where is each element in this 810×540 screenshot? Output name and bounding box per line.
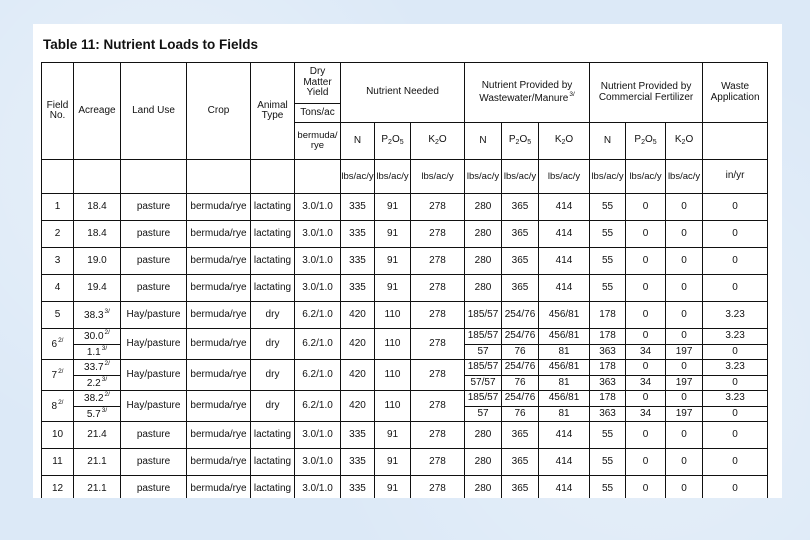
- cell-ww-k2o: 414: [539, 221, 590, 248]
- unit-cf-n: lbs/ac/y: [590, 160, 626, 194]
- k-subscript: 2: [561, 139, 566, 147]
- cell-acreage: [74, 360, 121, 376]
- cell-ww-k2o: 456/81: [539, 360, 590, 376]
- header-provided-commercial: Nutrient Provided by Commercial Fertilizer: [590, 63, 703, 123]
- cell-ww-k2o: 414: [539, 476, 590, 499]
- cell-land-use: pasture: [121, 422, 187, 449]
- cell-yield: 3.0/1.0: [295, 422, 341, 449]
- cell-cf-n: 55: [590, 476, 626, 499]
- cell-ww-n: 280: [465, 248, 502, 275]
- header-waste-application: Waste Application: [703, 63, 768, 123]
- cell-need-p2o5: 91: [375, 275, 411, 302]
- cell-land-use: Hay/pasture: [121, 360, 187, 391]
- cell-yield: 3.0/1.0: [295, 194, 341, 221]
- cell-ww-n: 185/57: [465, 391, 502, 407]
- header-animal-type: Animal Type: [251, 63, 295, 160]
- cell-field-no-value: 6: [51, 338, 58, 350]
- header-cf-n: N: [590, 123, 626, 160]
- table-row: [42, 194, 768, 221]
- cell-acreage-value: 33.7: [84, 362, 104, 373]
- cell-animal-type: lactating: [251, 422, 295, 449]
- footnote-marker: 2/: [58, 398, 64, 406]
- cell-cf-n: 178: [590, 329, 626, 345]
- cell-cf-k2o: 0: [666, 476, 703, 499]
- cell-need-n: 420: [341, 391, 375, 422]
- cell-ww-n: 280: [465, 422, 502, 449]
- cell-acreage: 18.4: [74, 221, 121, 248]
- cell-ww-k2o: 456/81: [539, 329, 590, 345]
- unit-ww-k: lbs/ac/y: [539, 160, 590, 194]
- cell-waste-application: 3.23: [703, 391, 768, 407]
- cell-cf-p2o5: 0: [626, 476, 666, 499]
- header-crop: Crop: [187, 63, 251, 160]
- cell-crop: bermuda/rye: [187, 476, 251, 499]
- cell-waste-application: 0: [703, 248, 768, 275]
- cell-waste-application: 0: [703, 275, 768, 302]
- cell-animal-type: lactating: [251, 248, 295, 275]
- table-row: [42, 221, 768, 248]
- cell-crop: bermuda/rye: [187, 302, 251, 329]
- cell-waste-application: 0: [703, 422, 768, 449]
- cell-crop: bermuda/rye: [187, 221, 251, 248]
- header-dry-matter-yield: Dry Matter Yield: [295, 63, 341, 104]
- cell-cf-p2o5: 0: [626, 248, 666, 275]
- header-need-n: N: [341, 123, 375, 160]
- header-ww-p2o5: [502, 123, 539, 160]
- cell-cf-k2o: 197: [666, 344, 703, 360]
- unit-ww-p: lbs/ac/y: [502, 160, 539, 194]
- cell-animal-type: lactating: [251, 221, 295, 248]
- cell-land-use: Hay/pasture: [121, 391, 187, 422]
- header-row-units: [42, 160, 768, 194]
- cell-yield: 6.2/1.0: [295, 302, 341, 329]
- cell-animal-type: lactating: [251, 449, 295, 476]
- table-row: [42, 476, 768, 499]
- cell-land-use: pasture: [121, 449, 187, 476]
- header-nutrient-needed: Nutrient Needed: [341, 63, 465, 123]
- cell-need-k2o: 278: [411, 275, 465, 302]
- cell-need-k2o: 278: [411, 422, 465, 449]
- cell-need-n: 420: [341, 360, 375, 391]
- cell-cf-n: 363: [590, 406, 626, 422]
- cell-cf-p2o5: 0: [626, 194, 666, 221]
- cell-ww-p2o5: 76: [502, 375, 539, 391]
- cell-waste-application: 0: [703, 406, 768, 422]
- cell-animal-type: dry: [251, 329, 295, 360]
- cell-need-n: 335: [341, 275, 375, 302]
- cell-acreage: [74, 375, 121, 391]
- header-waste-blank: [703, 123, 768, 160]
- cell-field-no: [42, 360, 74, 391]
- footnote-marker: 3/: [104, 307, 110, 315]
- k-letter: K: [554, 134, 562, 146]
- unit-blank: [42, 160, 74, 194]
- cell-cf-k2o: 0: [666, 275, 703, 302]
- cell-crop: bermuda/rye: [187, 422, 251, 449]
- cell-ww-k2o: 81: [539, 406, 590, 422]
- cell-cf-p2o5: 0: [626, 275, 666, 302]
- header-provided-wastewater: [465, 63, 590, 123]
- cell-ww-p2o5: 254/76: [502, 360, 539, 376]
- cell-ww-p2o5: 365: [502, 194, 539, 221]
- cell-need-p2o5: 91: [375, 476, 411, 499]
- cell-ww-k2o: 414: [539, 449, 590, 476]
- cell-crop: bermuda/rye: [187, 194, 251, 221]
- cell-yield: 6.2/1.0: [295, 360, 341, 391]
- cell-land-use: pasture: [121, 248, 187, 275]
- cell-cf-k2o: 0: [666, 449, 703, 476]
- cell-land-use: pasture: [121, 194, 187, 221]
- cell-ww-n: 280: [465, 476, 502, 499]
- cell-ww-p2o5: 365: [502, 476, 539, 499]
- cell-need-k2o: 278: [411, 329, 465, 360]
- cell-waste-application: 3.23: [703, 360, 768, 376]
- header-cf-p2o5: [626, 123, 666, 160]
- cell-need-p2o5: 110: [375, 302, 411, 329]
- cell-need-p2o5: 110: [375, 329, 411, 360]
- cell-cf-k2o: 197: [666, 406, 703, 422]
- k-subscript: 2: [434, 139, 439, 147]
- cell-yield: 3.0/1.0: [295, 248, 341, 275]
- cell-animal-type: dry: [251, 302, 295, 329]
- cell-crop: bermuda/rye: [187, 449, 251, 476]
- cell-ww-p2o5: 365: [502, 275, 539, 302]
- cell-ww-p2o5: 254/76: [502, 391, 539, 407]
- footnote-marker: 2/: [58, 367, 64, 375]
- document-sheet: [33, 24, 782, 498]
- cell-acreage-value: 1.1: [86, 346, 101, 358]
- header-acreage: Acreage: [74, 63, 121, 160]
- cell-acreage-value: 38.3: [84, 309, 104, 321]
- cell-ww-k2o: 81: [539, 375, 590, 391]
- k-letter: K: [674, 134, 682, 146]
- table-row: [42, 422, 768, 449]
- cell-cf-n: 178: [590, 391, 626, 407]
- cell-animal-type: lactating: [251, 476, 295, 499]
- cell-ww-n: 185/57: [465, 360, 502, 376]
- cell-land-use: pasture: [121, 476, 187, 499]
- header-provided-wastewater-text: Nutrient Provided by Wastewater/Manure: [479, 80, 573, 104]
- cell-need-n: 335: [341, 476, 375, 499]
- cell-need-n: 335: [341, 194, 375, 221]
- cell-ww-n: 57/57: [465, 375, 502, 391]
- cell-need-k2o: 278: [411, 194, 465, 221]
- header-need-p2o5: [375, 123, 411, 160]
- cell-ww-n: 280: [465, 449, 502, 476]
- p-subscript: 2: [388, 139, 392, 147]
- cell-ww-p2o5: 365: [502, 449, 539, 476]
- cell-animal-type: dry: [251, 360, 295, 391]
- unit-blank: [251, 160, 295, 194]
- o-letter: O: [438, 134, 447, 146]
- cell-cf-p2o5: 0: [626, 449, 666, 476]
- cell-yield: 3.0/1.0: [295, 449, 341, 476]
- cell-ww-k2o: 414: [539, 422, 590, 449]
- cell-acreage: 18.4: [74, 194, 121, 221]
- cell-acreage: 19.0: [74, 248, 121, 275]
- cell-cf-k2o: 0: [666, 329, 703, 345]
- cell-need-p2o5: 91: [375, 194, 411, 221]
- cell-animal-type: dry: [251, 391, 295, 422]
- cell-ww-p2o5: 365: [502, 248, 539, 275]
- cell-need-p2o5: 110: [375, 360, 411, 391]
- cell-cf-p2o5: 0: [626, 221, 666, 248]
- cell-cf-n: 55: [590, 422, 626, 449]
- cell-cf-k2o: 0: [666, 422, 703, 449]
- cell-field-no: 10: [42, 422, 74, 449]
- cell-acreage-value: 38.2: [84, 393, 104, 404]
- o-subscript: 5: [527, 139, 532, 147]
- cell-need-k2o: 278: [411, 391, 465, 422]
- nutrient-loads-table: [41, 62, 768, 498]
- cell-waste-application: 0: [703, 476, 768, 499]
- unit-blank: [74, 160, 121, 194]
- cell-ww-n: 185/57: [465, 329, 502, 345]
- header-tons-unit: bermuda/ rye: [295, 123, 341, 160]
- cell-crop: bermuda/rye: [187, 329, 251, 360]
- cell-cf-n: 178: [590, 360, 626, 376]
- cell-cf-p2o5: 34: [626, 344, 666, 360]
- cell-field-no: 5: [42, 302, 74, 329]
- table-row: [42, 302, 768, 329]
- cell-ww-k2o: 414: [539, 194, 590, 221]
- footnote-marker: 3/: [101, 344, 108, 352]
- cell-land-use: pasture: [121, 275, 187, 302]
- cell-field-no-value: 8: [51, 400, 58, 412]
- p-letter: P: [381, 134, 389, 146]
- cell-crop: bermuda/rye: [187, 275, 251, 302]
- cell-cf-k2o: 0: [666, 391, 703, 407]
- cell-acreage: 21.1: [74, 476, 121, 499]
- unit-cf-p: lbs/ac/y: [626, 160, 666, 194]
- cell-need-k2o: 278: [411, 449, 465, 476]
- cell-ww-p2o5: 365: [502, 221, 539, 248]
- p-subscript: 2: [515, 139, 520, 147]
- cell-need-n: 420: [341, 329, 375, 360]
- p-subscript: 2: [641, 139, 645, 147]
- header-field-no: Field No.: [42, 63, 74, 160]
- cell-acreage-value: 5.7: [86, 408, 101, 420]
- cell-waste-application: 0: [703, 344, 768, 360]
- table-row: [42, 248, 768, 275]
- cell-crop: bermuda/rye: [187, 248, 251, 275]
- header-ww-n: N: [465, 123, 502, 160]
- cell-ww-n: 280: [465, 221, 502, 248]
- cell-waste-application: 0: [703, 449, 768, 476]
- footnote-marker: 2/: [104, 360, 110, 367]
- cell-cf-n: 55: [590, 449, 626, 476]
- cell-acreage: [74, 329, 121, 345]
- unit-blank: [121, 160, 187, 194]
- cell-field-no: 11: [42, 449, 74, 476]
- cell-cf-n: 55: [590, 248, 626, 275]
- cell-need-n: 335: [341, 449, 375, 476]
- cell-cf-n: 363: [590, 344, 626, 360]
- cell-field-no: 4: [42, 275, 74, 302]
- cell-ww-n: 280: [465, 194, 502, 221]
- footnote-marker: 3/: [101, 406, 108, 414]
- cell-need-p2o5: 91: [375, 248, 411, 275]
- unit-need-n: lbs/ac/y: [341, 160, 375, 194]
- cell-ww-k2o: 456/81: [539, 391, 590, 407]
- header-land-use: Land Use: [121, 63, 187, 160]
- cell-cf-p2o5: 34: [626, 375, 666, 391]
- cell-acreage: 21.1: [74, 449, 121, 476]
- table-row: [42, 449, 768, 476]
- cell-acreage: 21.4: [74, 422, 121, 449]
- cell-need-n: 335: [341, 422, 375, 449]
- cell-cf-k2o: 197: [666, 375, 703, 391]
- header-tons-ac: Tons/ac: [295, 104, 341, 123]
- cell-ww-p2o5: 76: [502, 406, 539, 422]
- cell-land-use: Hay/pasture: [121, 302, 187, 329]
- cell-field-no: [42, 391, 74, 422]
- cell-need-n: 335: [341, 221, 375, 248]
- unit-need-p: lbs/ac/y: [375, 160, 411, 194]
- cell-ww-p2o5: 76: [502, 344, 539, 360]
- cell-cf-k2o: 0: [666, 248, 703, 275]
- cell-need-p2o5: 91: [375, 422, 411, 449]
- cell-acreage: [74, 302, 121, 329]
- cell-cf-n: 55: [590, 221, 626, 248]
- cell-need-p2o5: 110: [375, 391, 411, 422]
- cell-cf-k2o: 0: [666, 302, 703, 329]
- cell-acreage: [74, 344, 121, 360]
- cell-cf-n: 55: [590, 275, 626, 302]
- cell-need-k2o: 278: [411, 302, 465, 329]
- cell-field-no: [42, 329, 74, 360]
- o-letter: O: [644, 134, 653, 146]
- cell-ww-p2o5: 254/76: [502, 302, 539, 329]
- unit-blank: [295, 160, 341, 194]
- cell-waste-application: 0: [703, 194, 768, 221]
- o-subscript: 5: [399, 139, 404, 147]
- cell-cf-k2o: 0: [666, 221, 703, 248]
- cell-waste-application: 3.23: [703, 329, 768, 345]
- cell-acreage-value: 2.2: [86, 377, 101, 389]
- table-title: Table 11: Nutrient Loads to Fields: [43, 37, 259, 52]
- cell-need-k2o: 278: [411, 221, 465, 248]
- cell-land-use: pasture: [121, 221, 187, 248]
- unit-cf-k: lbs/ac/y: [666, 160, 703, 194]
- cell-ww-k2o: 414: [539, 275, 590, 302]
- cell-ww-p2o5: 254/76: [502, 329, 539, 345]
- cell-acreage: [74, 391, 121, 407]
- cell-cf-p2o5: 0: [626, 422, 666, 449]
- cell-need-n: 335: [341, 248, 375, 275]
- cell-cf-n: 178: [590, 302, 626, 329]
- header-row-groups: [42, 63, 768, 104]
- cell-need-k2o: 278: [411, 248, 465, 275]
- header-ww-k2o: [539, 123, 590, 160]
- k-subscript: 2: [681, 139, 686, 147]
- cell-yield: 6.2/1.0: [295, 391, 341, 422]
- header-need-k2o: [411, 123, 465, 160]
- cell-need-k2o: 278: [411, 476, 465, 499]
- cell-cf-k2o: 0: [666, 360, 703, 376]
- cell-acreage-value: 30.0: [84, 331, 104, 342]
- cell-cf-p2o5: 0: [626, 391, 666, 407]
- cell-need-n: 420: [341, 302, 375, 329]
- cell-field-no: 2: [42, 221, 74, 248]
- cell-ww-n: 57: [465, 344, 502, 360]
- cell-field-no: 3: [42, 248, 74, 275]
- unit-need-k: lbs/ac/y: [411, 160, 465, 194]
- cell-waste-application: 3.23: [703, 302, 768, 329]
- cell-animal-type: lactating: [251, 275, 295, 302]
- footnote-marker: 3/: [569, 90, 575, 98]
- cell-acreage: 19.4: [74, 275, 121, 302]
- cell-ww-k2o: 81: [539, 344, 590, 360]
- unit-ww-n: lbs/ac/y: [465, 160, 502, 194]
- cell-yield: 3.0/1.0: [295, 221, 341, 248]
- cell-cf-n: 55: [590, 194, 626, 221]
- cell-ww-n: 280: [465, 275, 502, 302]
- cell-acreage: [74, 406, 121, 422]
- o-letter: O: [565, 134, 574, 146]
- cell-need-p2o5: 91: [375, 449, 411, 476]
- table-row-split: [42, 391, 768, 407]
- cell-cf-p2o5: 0: [626, 329, 666, 345]
- cell-need-p2o5: 91: [375, 221, 411, 248]
- cell-cf-n: 363: [590, 375, 626, 391]
- footnote-marker: 2/: [104, 391, 110, 398]
- o-letter: O: [391, 134, 400, 146]
- cell-field-no: 12: [42, 476, 74, 499]
- footnote-marker: 3/: [101, 375, 108, 383]
- p-letter: P: [508, 134, 516, 146]
- cell-animal-type: lactating: [251, 194, 295, 221]
- cell-ww-n: 57: [465, 406, 502, 422]
- cell-cf-p2o5: 34: [626, 406, 666, 422]
- cell-crop: bermuda/rye: [187, 360, 251, 391]
- cell-waste-application: 0: [703, 375, 768, 391]
- cell-yield: 6.2/1.0: [295, 329, 341, 360]
- cell-yield: 3.0/1.0: [295, 476, 341, 499]
- cell-cf-k2o: 0: [666, 194, 703, 221]
- cell-field-no: 1: [42, 194, 74, 221]
- cell-ww-k2o: 456/81: [539, 302, 590, 329]
- o-letter: O: [519, 134, 528, 146]
- cell-field-no-value: 7: [51, 369, 58, 381]
- cell-ww-n: 185/57: [465, 302, 502, 329]
- cell-ww-p2o5: 365: [502, 422, 539, 449]
- cell-crop: bermuda/rye: [187, 391, 251, 422]
- p-letter: P: [634, 134, 642, 146]
- cell-ww-k2o: 414: [539, 248, 590, 275]
- footnote-marker: 2/: [58, 336, 64, 344]
- cell-need-k2o: 278: [411, 360, 465, 391]
- cell-cf-p2o5: 0: [626, 302, 666, 329]
- footnote-marker: 2/: [104, 329, 110, 336]
- cell-waste-application: 0: [703, 221, 768, 248]
- table-row: [42, 275, 768, 302]
- cell-yield: 3.0/1.0: [295, 275, 341, 302]
- k-letter: K: [428, 134, 435, 146]
- cell-land-use: Hay/pasture: [121, 329, 187, 360]
- unit-waste: in/yr: [703, 160, 768, 194]
- unit-blank: [187, 160, 251, 194]
- header-cf-k2o: [666, 123, 703, 160]
- table-row-split: [42, 360, 768, 376]
- table-row-split: [42, 329, 768, 345]
- o-subscript: 5: [652, 139, 657, 147]
- cell-cf-p2o5: 0: [626, 360, 666, 376]
- o-letter: O: [685, 134, 694, 146]
